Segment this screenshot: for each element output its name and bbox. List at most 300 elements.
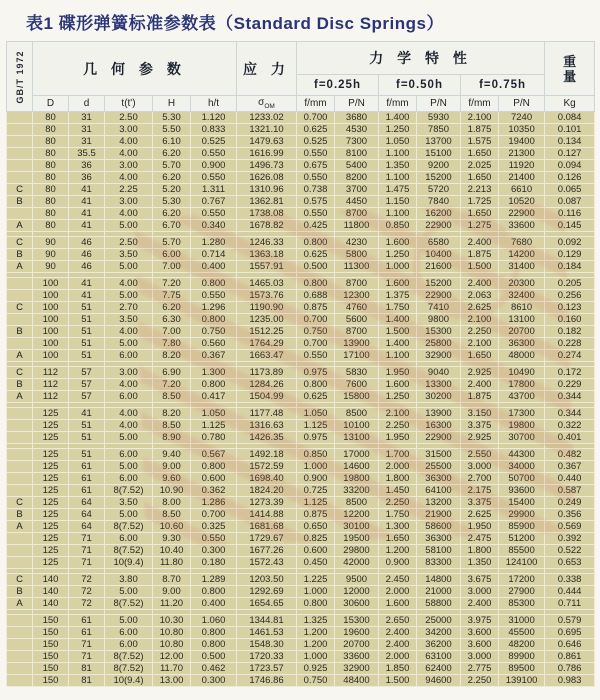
- value-cell: 1.275: [461, 220, 499, 232]
- value-cell: 8(7.52): [105, 651, 153, 663]
- value-cell: 150: [33, 675, 69, 687]
- value-cell: 61: [69, 461, 105, 473]
- value-cell: 0.850: [379, 220, 417, 232]
- value-cell: 10490: [499, 367, 545, 379]
- value-cell: 0.325: [191, 521, 237, 533]
- value-cell: 29800: [335, 545, 379, 557]
- value-cell: 10520: [499, 196, 545, 208]
- value-cell: 10.40: [153, 545, 191, 557]
- value-cell: 1426.35: [237, 432, 297, 444]
- value-cell: 3.000: [461, 586, 499, 598]
- value-cell: 1.000: [297, 586, 335, 598]
- column-header-row: [7, 96, 595, 112]
- value-cell: 51200: [499, 533, 545, 545]
- type-mark-cell: [7, 615, 33, 627]
- col-f-mm-075: f/mm: [461, 96, 499, 112]
- value-cell: 4.00: [105, 172, 153, 184]
- value-cell: 5.30: [153, 112, 191, 124]
- value-cell: 6.00: [105, 639, 153, 651]
- value-cell: 1292.69: [237, 586, 297, 598]
- value-cell: 8.20: [153, 408, 191, 420]
- value-cell: 1.475: [379, 184, 417, 196]
- value-cell: 0.800: [191, 586, 237, 598]
- value-cell: 51: [69, 350, 105, 362]
- table-row: [7, 574, 595, 586]
- value-cell: 45500: [499, 627, 545, 639]
- value-cell: 9.00: [153, 461, 191, 473]
- value-cell: 0.925: [297, 663, 335, 675]
- header-geometry: 几 何 参 数: [33, 42, 237, 96]
- value-cell: 80: [33, 160, 69, 172]
- value-cell: 4450: [335, 196, 379, 208]
- value-cell: 46: [69, 237, 105, 249]
- value-cell: 14600: [335, 461, 379, 473]
- value-cell: 9.40: [153, 449, 191, 461]
- value-cell: 13700: [417, 136, 461, 148]
- value-cell: 0.550: [191, 290, 237, 302]
- value-cell: 1764.29: [237, 338, 297, 350]
- value-cell: 1284.26: [237, 379, 297, 391]
- value-cell: 7410: [417, 302, 461, 314]
- value-cell: 21900: [417, 509, 461, 521]
- value-cell: 2.400: [379, 639, 417, 651]
- value-cell: 0.738: [297, 184, 335, 196]
- value-cell: 1.300: [379, 521, 417, 533]
- type-mark-cell: [7, 432, 33, 444]
- value-cell: 0.462: [191, 663, 237, 675]
- value-cell: 5.00: [105, 220, 153, 232]
- value-cell: 1310.96: [237, 184, 297, 196]
- table-row: [7, 184, 595, 196]
- value-cell: 8.50: [153, 420, 191, 432]
- value-cell: 0.567: [191, 449, 237, 461]
- value-cell: 0.184: [545, 261, 595, 273]
- value-cell: 19800: [335, 473, 379, 485]
- value-cell: 36300: [499, 338, 545, 350]
- table-row: [7, 557, 595, 569]
- value-cell: 2.025: [461, 160, 499, 172]
- value-cell: 5.50: [153, 124, 191, 136]
- value-cell: 1.350: [379, 160, 417, 172]
- value-cell: 2.063: [461, 290, 499, 302]
- value-cell: 2.50: [105, 112, 153, 124]
- table-row: [7, 208, 595, 220]
- table-row: [7, 302, 595, 314]
- table-row: [7, 521, 595, 533]
- value-cell: 7240: [499, 112, 545, 124]
- value-cell: 1.300: [191, 367, 237, 379]
- value-cell: 30100: [335, 521, 379, 533]
- table-row: [7, 420, 595, 432]
- value-cell: 0.101: [545, 124, 595, 136]
- table-row: [7, 586, 595, 598]
- value-cell: 17300: [499, 408, 545, 420]
- value-cell: 1.850: [379, 663, 417, 675]
- type-mark-cell: [7, 172, 33, 184]
- value-cell: 72: [69, 598, 105, 610]
- value-cell: 0.525: [297, 136, 335, 148]
- value-cell: 80: [33, 172, 69, 184]
- value-cell: 36300: [417, 533, 461, 545]
- type-mark-cell: A: [7, 261, 33, 273]
- value-cell: 1.450: [379, 485, 417, 497]
- value-cell: 21400: [499, 172, 545, 184]
- value-cell: 10350: [499, 124, 545, 136]
- value-cell: 80: [33, 220, 69, 232]
- value-cell: 1190.90: [237, 302, 297, 314]
- value-cell: 8(7.52): [105, 663, 153, 675]
- value-cell: 33600: [499, 220, 545, 232]
- table-row: [7, 627, 595, 639]
- value-cell: 0.650: [297, 521, 335, 533]
- value-cell: 1465.03: [237, 278, 297, 290]
- value-cell: 100: [33, 338, 69, 350]
- value-cell: 2.213: [461, 184, 499, 196]
- value-cell: 1.575: [461, 136, 499, 148]
- value-cell: 1.950: [379, 432, 417, 444]
- value-cell: 1.875: [461, 391, 499, 403]
- col-p-n-075: P/N: [499, 96, 545, 112]
- value-cell: 0.550: [191, 208, 237, 220]
- value-cell: 0.450: [297, 557, 335, 569]
- table-row: [7, 391, 595, 403]
- value-cell: 0.767: [191, 196, 237, 208]
- value-cell: 32400: [499, 290, 545, 302]
- value-cell: 12000: [335, 586, 379, 598]
- table-row: [7, 124, 595, 136]
- value-cell: 125: [33, 449, 69, 461]
- value-cell: 2.25: [105, 184, 153, 196]
- value-cell: 7.80: [153, 338, 191, 350]
- value-cell: 0.875: [297, 302, 335, 314]
- value-cell: 0.575: [297, 196, 335, 208]
- value-cell: 0.094: [545, 160, 595, 172]
- value-cell: 1203.50: [237, 574, 297, 586]
- table-row: [7, 598, 595, 610]
- value-cell: 1698.40: [237, 473, 297, 485]
- value-cell: 85300: [499, 598, 545, 610]
- value-cell: 2.000: [379, 461, 417, 473]
- value-cell: 0.367: [545, 461, 595, 473]
- value-cell: 1.650: [461, 172, 499, 184]
- value-cell: 100: [33, 314, 69, 326]
- value-cell: 0.786: [545, 663, 595, 675]
- value-cell: 2.625: [461, 302, 499, 314]
- value-cell: 0.249: [545, 497, 595, 509]
- value-cell: 0.300: [191, 545, 237, 557]
- type-mark-cell: A: [7, 598, 33, 610]
- type-mark-cell: [7, 290, 33, 302]
- value-cell: 16300: [417, 420, 461, 432]
- value-cell: 2.650: [379, 615, 417, 627]
- value-cell: 2.250: [379, 497, 417, 509]
- value-cell: 2.400: [461, 278, 499, 290]
- value-cell: 1729.67: [237, 533, 297, 545]
- value-cell: 17800: [499, 379, 545, 391]
- type-mark-cell: C: [7, 367, 33, 379]
- value-cell: 0.338: [545, 574, 595, 586]
- value-cell: 7850: [417, 124, 461, 136]
- value-cell: 112: [33, 391, 69, 403]
- value-cell: 1414.88: [237, 509, 297, 521]
- value-cell: 5.30: [153, 196, 191, 208]
- value-cell: 0.522: [545, 545, 595, 557]
- sigma-symbol: σ: [258, 97, 265, 108]
- value-cell: 5.70: [153, 237, 191, 249]
- value-cell: 80: [33, 124, 69, 136]
- value-cell: 1573.76: [237, 290, 297, 302]
- value-cell: 1.050: [297, 408, 335, 420]
- value-cell: 125: [33, 461, 69, 473]
- value-cell: 1.050: [379, 136, 417, 148]
- value-cell: 125: [33, 533, 69, 545]
- type-mark-cell: [7, 627, 33, 639]
- value-cell: 1512.25: [237, 326, 297, 338]
- value-cell: 9500: [335, 574, 379, 586]
- value-cell: 2.250: [461, 675, 499, 687]
- value-cell: 0.084: [545, 112, 595, 124]
- value-cell: 1.060: [191, 615, 237, 627]
- table-row: [7, 533, 595, 545]
- value-cell: 8(7.52): [105, 521, 153, 533]
- value-cell: 7.00: [153, 326, 191, 338]
- table-row: [7, 136, 595, 148]
- value-cell: 1177.48: [237, 408, 297, 420]
- value-cell: 5.00: [105, 261, 153, 273]
- value-cell: 8500: [335, 497, 379, 509]
- value-cell: 125: [33, 473, 69, 485]
- value-cell: 3.50: [105, 249, 153, 261]
- value-cell: 3.000: [461, 651, 499, 663]
- value-cell: 9.00: [153, 586, 191, 598]
- value-cell: 0.780: [191, 432, 237, 444]
- value-cell: 0.482: [545, 449, 595, 461]
- value-cell: 1.100: [379, 208, 417, 220]
- value-cell: 2.000: [379, 651, 417, 663]
- value-cell: 21600: [417, 261, 461, 273]
- value-cell: 41: [69, 408, 105, 420]
- value-cell: 10400: [417, 249, 461, 261]
- value-cell: 125: [33, 485, 69, 497]
- value-cell: 1.150: [379, 196, 417, 208]
- value-cell: 5.00: [105, 586, 153, 598]
- value-cell: 1824.20: [237, 485, 297, 497]
- value-cell: 0.800: [191, 627, 237, 639]
- value-cell: 0.711: [545, 598, 595, 610]
- value-cell: 0.750: [297, 326, 335, 338]
- value-cell: 15100: [417, 148, 461, 160]
- type-mark-cell: [7, 112, 33, 124]
- value-cell: 0.975: [297, 432, 335, 444]
- value-cell: 1.500: [379, 326, 417, 338]
- value-cell: 5720: [417, 184, 461, 196]
- value-cell: 1.500: [461, 261, 499, 273]
- value-cell: 1.375: [379, 290, 417, 302]
- value-cell: 0.228: [545, 338, 595, 350]
- value-cell: 0.700: [297, 314, 335, 326]
- value-cell: 7.20: [153, 278, 191, 290]
- value-cell: 0.500: [191, 651, 237, 663]
- value-cell: 80: [33, 196, 69, 208]
- value-cell: 30200: [417, 391, 461, 403]
- value-cell: 0.579: [545, 615, 595, 627]
- value-cell: 0.688: [297, 290, 335, 302]
- value-cell: 0.425: [297, 220, 335, 232]
- value-cell: 8700: [335, 208, 379, 220]
- value-cell: 1.500: [379, 675, 417, 687]
- value-cell: 0.172: [545, 367, 595, 379]
- value-cell: 94600: [417, 675, 461, 687]
- col-d: d: [69, 96, 105, 112]
- value-cell: 1.650: [461, 350, 499, 362]
- value-cell: 2.70: [105, 302, 153, 314]
- value-cell: 19600: [335, 627, 379, 639]
- value-cell: 13900: [335, 338, 379, 350]
- value-cell: 1.600: [379, 278, 417, 290]
- value-cell: 1235.00: [237, 314, 297, 326]
- value-cell: 51: [69, 420, 105, 432]
- value-cell: 15300: [335, 615, 379, 627]
- value-cell: 19400: [499, 136, 545, 148]
- value-cell: 5.00: [105, 432, 153, 444]
- value-cell: 6.00: [105, 533, 153, 545]
- value-cell: 140: [33, 574, 69, 586]
- value-cell: 1.125: [191, 420, 237, 432]
- value-cell: 3.675: [461, 574, 499, 586]
- type-mark-cell: C: [7, 574, 33, 586]
- col-h-over-t: h/t: [191, 96, 237, 112]
- value-cell: 8(7.52): [105, 485, 153, 497]
- value-cell: 2.100: [461, 314, 499, 326]
- value-cell: 112: [33, 367, 69, 379]
- value-cell: 1677.26: [237, 545, 297, 557]
- value-cell: 1.286: [191, 497, 237, 509]
- value-cell: 125: [33, 497, 69, 509]
- value-cell: 81: [69, 675, 105, 687]
- value-cell: 1504.99: [237, 391, 297, 403]
- table-row: [7, 432, 595, 444]
- value-cell: 0.587: [545, 485, 595, 497]
- value-cell: 6.20: [153, 208, 191, 220]
- value-cell: 1654.65: [237, 598, 297, 610]
- value-cell: 15200: [417, 278, 461, 290]
- type-mark-cell: [7, 408, 33, 420]
- value-cell: 1.000: [297, 651, 335, 663]
- table-row: [7, 278, 595, 290]
- value-cell: 46: [69, 249, 105, 261]
- value-cell: 1.200: [379, 545, 417, 557]
- value-cell: 0.340: [191, 220, 237, 232]
- value-cell: 7300: [335, 136, 379, 148]
- value-cell: 20700: [499, 326, 545, 338]
- type-mark-cell: B: [7, 586, 33, 598]
- value-cell: 48000: [499, 350, 545, 362]
- type-mark-cell: [7, 208, 33, 220]
- value-cell: 6.20: [153, 302, 191, 314]
- value-cell: 80: [33, 148, 69, 160]
- table-row: [7, 196, 595, 208]
- value-cell: 6580: [417, 237, 461, 249]
- value-cell: 9040: [417, 367, 461, 379]
- type-mark-cell: B: [7, 509, 33, 521]
- value-cell: 0.695: [545, 627, 595, 639]
- value-cell: 1.000: [297, 461, 335, 473]
- value-cell: 1746.86: [237, 675, 297, 687]
- type-mark-cell: [7, 420, 33, 432]
- value-cell: 31000: [499, 615, 545, 627]
- value-cell: 31500: [417, 449, 461, 461]
- value-cell: 11.80: [153, 557, 191, 569]
- value-cell: 9800: [417, 314, 461, 326]
- col-f-mm-025: f/mm: [297, 96, 335, 112]
- value-cell: 15800: [335, 391, 379, 403]
- value-cell: 16200: [417, 208, 461, 220]
- value-cell: 0.646: [545, 639, 595, 651]
- value-cell: 0.344: [545, 391, 595, 403]
- value-cell: 0.400: [191, 261, 237, 273]
- page-title: 表1 碟形弹簧标准参数表（Standard Disc Springs）: [26, 14, 444, 33]
- value-cell: 43700: [499, 391, 545, 403]
- value-cell: 125: [33, 545, 69, 557]
- value-cell: 5600: [335, 314, 379, 326]
- value-cell: 8.20: [153, 350, 191, 362]
- value-cell: 6.00: [105, 449, 153, 461]
- value-cell: 0.800: [191, 278, 237, 290]
- value-cell: 15400: [499, 497, 545, 509]
- value-cell: 1.280: [191, 237, 237, 249]
- type-mark-cell: [7, 449, 33, 461]
- type-mark-cell: [7, 651, 33, 663]
- value-cell: 1.875: [461, 124, 499, 136]
- value-cell: 1678.82: [237, 220, 297, 232]
- value-cell: 139100: [499, 675, 545, 687]
- value-cell: 31400: [499, 261, 545, 273]
- standard-label-text: GB/T 1972: [14, 49, 25, 104]
- value-cell: 0.569: [545, 521, 595, 533]
- value-cell: 64: [69, 497, 105, 509]
- value-cell: 2.550: [461, 449, 499, 461]
- type-mark-cell: [7, 314, 33, 326]
- value-cell: 6610: [499, 184, 545, 196]
- value-cell: 1.250: [379, 124, 417, 136]
- value-cell: 1663.47: [237, 350, 297, 362]
- value-cell: 3.00: [105, 160, 153, 172]
- value-cell: 11.70: [153, 663, 191, 675]
- value-cell: 8200: [335, 172, 379, 184]
- value-cell: 19500: [335, 533, 379, 545]
- value-cell: 48200: [499, 639, 545, 651]
- value-cell: 85500: [499, 545, 545, 557]
- value-cell: 8100: [335, 148, 379, 160]
- value-cell: 150: [33, 627, 69, 639]
- value-cell: 7.75: [153, 290, 191, 302]
- value-cell: 12.00: [153, 651, 191, 663]
- value-cell: 6.00: [105, 473, 153, 485]
- value-cell: 14200: [499, 249, 545, 261]
- value-cell: 41: [69, 290, 105, 302]
- value-cell: 0.550: [191, 172, 237, 184]
- value-cell: 125: [33, 408, 69, 420]
- value-cell: 61: [69, 615, 105, 627]
- value-cell: 22900: [417, 220, 461, 232]
- value-cell: 1496.73: [237, 160, 297, 172]
- value-cell: 80: [33, 208, 69, 220]
- value-cell: 112: [33, 379, 69, 391]
- value-cell: 3.150: [461, 408, 499, 420]
- value-cell: 36: [69, 172, 105, 184]
- value-cell: 9.60: [153, 473, 191, 485]
- value-cell: 41: [69, 196, 105, 208]
